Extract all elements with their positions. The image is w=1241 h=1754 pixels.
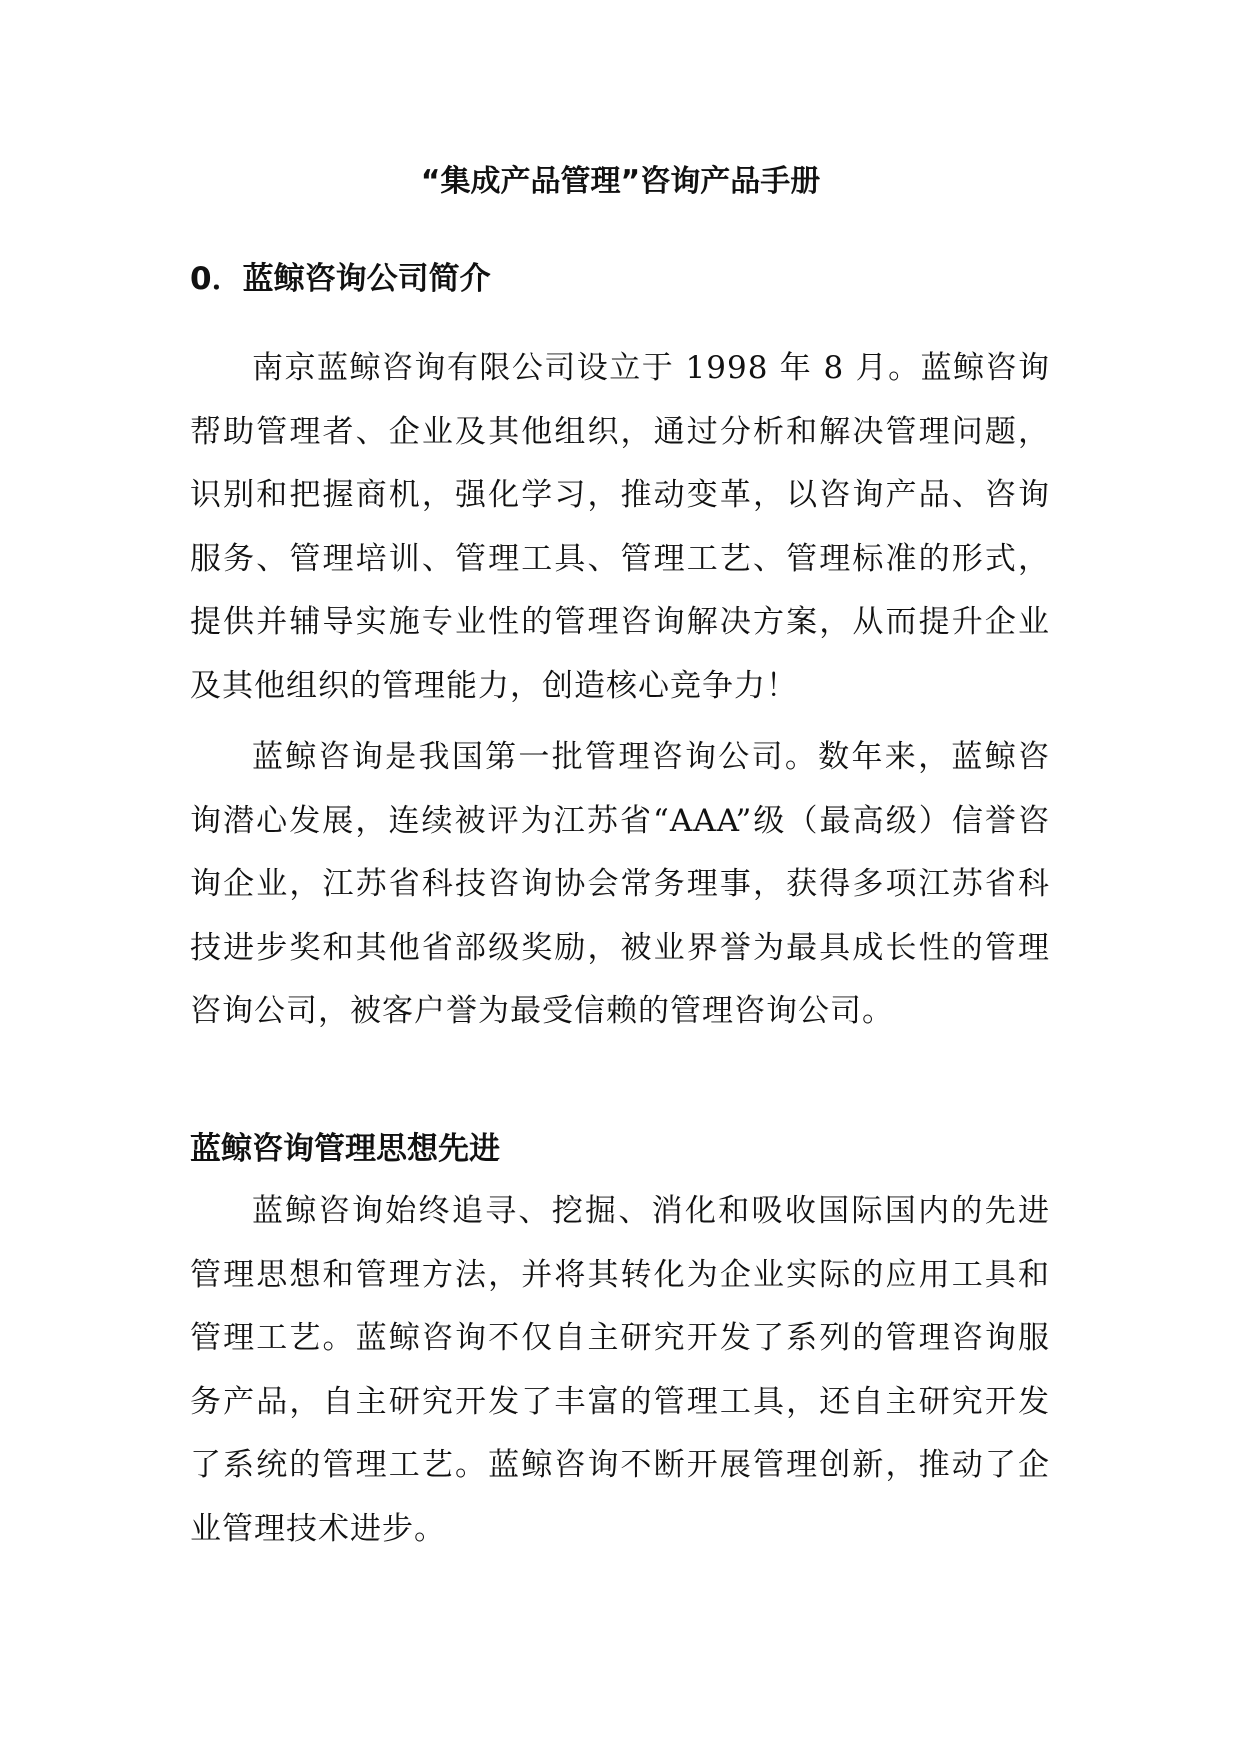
- management-thought-paragraph: 蓝鲸咨询始终追寻、挖掘、消化和吸收国际国内的先进管理思想和管理方法，并将其转化为企业实际的应用工具和管理工艺。蓝鲸咨询不仅自主研究开发了系列的管理咨询服务产品，自主研究开发了丰富的管理工具，还自主研究开发了系统的管理工艺。蓝鲸咨询不断开展管理创新，推动了企业管理技术进步。: [190, 1193, 1050, 1547]
- section-heading-management-thought: 蓝鲸咨询管理思想先进: [190, 1131, 500, 1167]
- document-title: “集成产品管理”咨询产品手册: [420, 164, 821, 199]
- section-heading-company-intro: 0．蓝鲸咨询公司简介: [190, 261, 491, 297]
- intro-paragraph-1: 南京蓝鲸咨询有限公司设立于 1998 年 8 月。蓝鲸咨询帮助管理者、企业及其他组织，通过分析和解决管理问题，识别和把握商机，强化学习，推动变革，以咨询产品、咨询服务、管理培训、管理工具、管理工艺、管理标准的形式，提供并辅导实施专业性的管理咨询解决方案，从而提升企业及其他组织的管理能力，创造核心竞争力！: [190, 350, 1050, 704]
- intro-paragraph-2: 蓝鲸咨询是我国第一批管理咨询公司。数年来，蓝鲸咨询潜心发展，连续被评为江苏省“AAA”级（最高级）信誉咨询企业，江苏省科技咨询协会常务理事，获得多项江苏省科技进步奖和其他省部级奖励，被业界誉为最具成长性的管理咨询公司，被客户誉为最受信赖的管理咨询公司。: [190, 739, 1050, 1029]
